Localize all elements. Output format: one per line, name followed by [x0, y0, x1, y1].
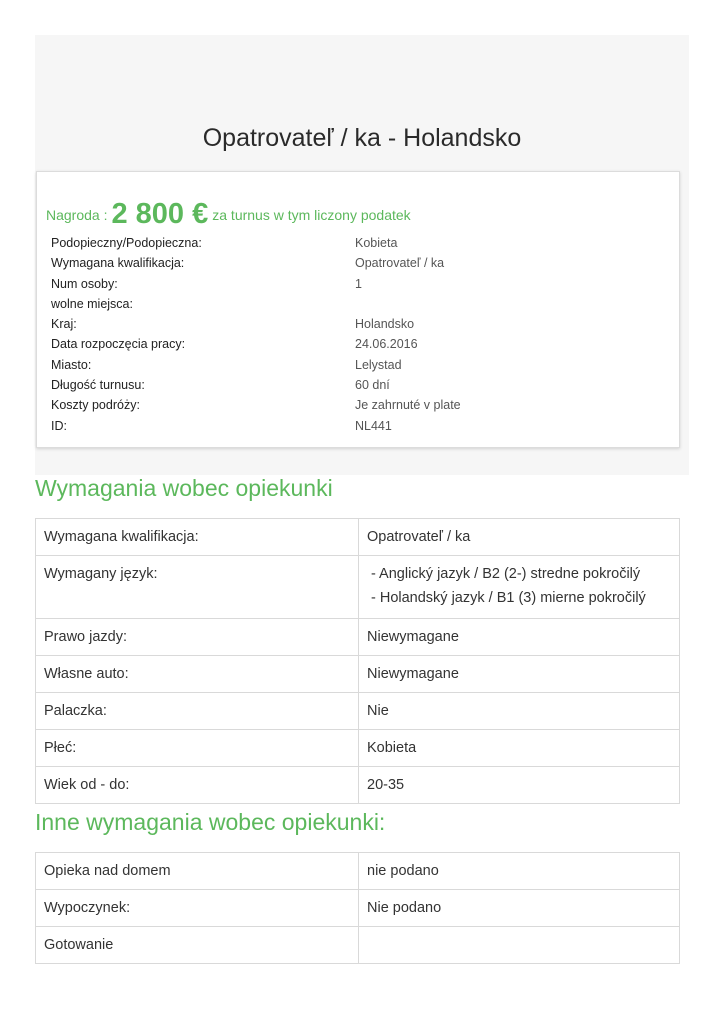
- requirement-value: nie podano: [359, 853, 680, 890]
- requirement-key: Wymagany język:: [36, 556, 359, 619]
- reward-amount: 2 800 €: [111, 198, 209, 230]
- other-requirements-heading: Inne wymagania wobec opiekunki:: [35, 809, 386, 835]
- details-list: [51, 233, 671, 436]
- detail-row: [51, 416, 671, 436]
- requirement-key: Prawo jazdy:: [36, 619, 359, 656]
- other-requirements-table: [35, 852, 680, 964]
- requirement-value: Kobieta: [359, 730, 680, 767]
- requirement-value: 20-35: [359, 767, 680, 804]
- reward-line: [46, 198, 411, 231]
- detail-value: Lelystad: [355, 357, 402, 372]
- requirement-value: Nie: [359, 693, 680, 730]
- detail-key: Miasto:: [51, 357, 92, 372]
- table-row: [36, 693, 680, 730]
- detail-row: [51, 334, 671, 354]
- requirement-value: [359, 556, 680, 619]
- language-item: - Anglický jazyk / B2 (2-) stredne pokročilý: [371, 566, 641, 582]
- requirement-value: Nie podano: [359, 890, 680, 927]
- detail-row: [51, 253, 671, 273]
- table-row: [36, 556, 680, 619]
- detail-key: wolne miejsca:: [51, 296, 133, 311]
- language-item: - Holandský jazyk / B1 (3) mierne pokročilý: [371, 590, 646, 606]
- requirement-key: Wymagana kwalifikacja:: [36, 519, 359, 556]
- detail-value: 60 dní: [355, 378, 390, 393]
- detail-key: Num osoby:: [51, 276, 118, 291]
- detail-value: 1: [355, 276, 362, 291]
- detail-value: Je zahrnuté v plate: [355, 398, 461, 413]
- requirement-key: Płeć:: [36, 730, 359, 767]
- requirement-key: Gotowanie: [36, 927, 359, 964]
- detail-key: Kraj:: [51, 317, 77, 332]
- detail-key: Wymagana kwalifikacja:: [51, 256, 185, 271]
- table-row: [36, 890, 680, 927]
- detail-row: [51, 294, 671, 314]
- table-row: [36, 519, 680, 556]
- requirement-value: Niewymagane: [359, 619, 680, 656]
- table-row: [36, 853, 680, 890]
- requirements-heading: Wymagania wobec opiekunki: [35, 475, 333, 501]
- table-row: [36, 767, 680, 804]
- detail-row: [51, 274, 671, 294]
- detail-value: Opatrovateľ / ka: [355, 256, 445, 271]
- page-title: Opatrovateľ / ka - Holandsko: [202, 124, 522, 152]
- detail-row: [51, 314, 671, 334]
- detail-row: [51, 395, 671, 415]
- requirement-value: Niewymagane: [359, 656, 680, 693]
- table-row: [36, 927, 680, 964]
- detail-key: Data rozpoczęcia pracy:: [51, 337, 186, 352]
- reward-suffix: za turnus w tym liczony podatek: [212, 207, 411, 223]
- requirement-value: [359, 927, 680, 964]
- requirement-key: Palaczka:: [36, 693, 359, 730]
- requirements-table: [35, 518, 680, 804]
- detail-key: ID:: [51, 418, 67, 433]
- detail-value: 24.06.2016: [355, 337, 418, 352]
- requirement-value: Opatrovateľ / ka: [359, 519, 680, 556]
- requirement-key: Wypoczynek:: [36, 890, 359, 927]
- detail-value: NL441: [355, 418, 392, 433]
- detail-value: Kobieta: [355, 236, 398, 250]
- table-row: [36, 656, 680, 693]
- detail-row: [51, 233, 671, 253]
- requirement-key: Opieka nad domem: [36, 853, 359, 890]
- detail-key: Podopieczny/Podopieczna:: [51, 236, 202, 250]
- detail-value: Holandsko: [355, 317, 415, 332]
- detail-row: [51, 355, 671, 375]
- requirement-key: Wiek od - do:: [36, 767, 359, 804]
- detail-key: Długość turnusu:: [51, 378, 145, 393]
- table-row: [36, 730, 680, 767]
- job-summary-panel: [36, 171, 680, 448]
- table-row: [36, 619, 680, 656]
- detail-row: [51, 375, 671, 395]
- requirement-key: Własne auto:: [36, 656, 359, 693]
- detail-key: Koszty podróży:: [51, 398, 140, 413]
- reward-label: Nagroda :: [46, 207, 108, 223]
